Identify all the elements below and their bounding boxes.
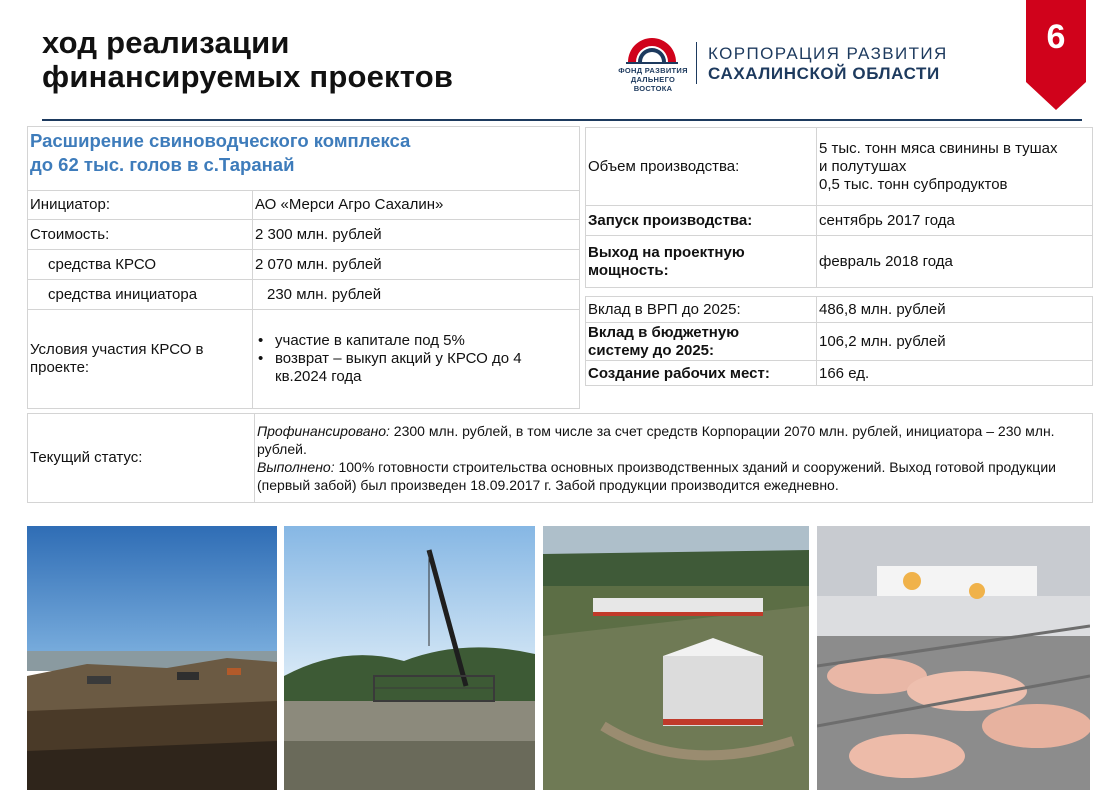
fund-arc-icon — [622, 32, 682, 66]
status-description — [257, 422, 1088, 494]
launch-value: сентябрь 2017 года — [816, 206, 1092, 235]
project-details-panel — [27, 126, 580, 409]
krso-funds-row — [28, 250, 579, 280]
status-done — [257, 458, 1088, 494]
project-title-line-1: Расширение свиноводческого комплекса — [30, 130, 411, 151]
initiator-funds-label: средства инициатора — [48, 285, 198, 303]
capacity-row — [586, 236, 1092, 287]
participation-condition-2: • возврат – выкуп акций у КРСО до 4 кв.2024 года — [255, 350, 569, 386]
page-number-badge — [1026, 0, 1086, 110]
grp-row — [586, 297, 1092, 323]
project-title — [28, 127, 412, 179]
corporation-logo — [612, 32, 957, 93]
launch-label: Запуск производства: — [588, 211, 753, 229]
participation-label-line-1: Условия участия КРСО в — [30, 341, 204, 358]
corporation-name-line-1: КОРПОРАЦИЯ РАЗВИТИЯ — [708, 44, 948, 63]
jobs-row — [586, 361, 1092, 386]
aerial-farm-image — [543, 526, 809, 790]
krso-funds-value: 2 070 млн. рублей — [252, 250, 579, 279]
initiator-label: Инициатор: — [30, 196, 110, 213]
budget-label-line-1: Вклад в бюджетную — [588, 323, 740, 341]
status-financed — [257, 422, 1088, 458]
page-number: 6 — [1046, 18, 1066, 56]
participation-label — [30, 341, 204, 377]
volume-value-line-1: 5 тыс. тонн мяса свинины в тушах — [819, 139, 1058, 157]
effects-panel — [585, 296, 1093, 386]
initiator-funds-value: 230 млн. рублей — [252, 280, 579, 309]
grp-label: Вклад в ВРП до 2025: — [588, 300, 741, 318]
construction-site-image — [27, 526, 277, 790]
budget-label-line-2: систему до 2025: — [588, 341, 715, 359]
page-title — [42, 26, 453, 94]
volume-value — [819, 140, 1058, 194]
initiator-value: АО «Мерси Агро Сахалин» — [252, 191, 579, 219]
capacity-label — [588, 244, 745, 280]
corporation-name — [708, 44, 948, 84]
initiator-row — [28, 190, 579, 220]
cost-value: 2 300 млн. рублей — [252, 220, 579, 249]
capacity-value: февраль 2018 года — [816, 236, 1092, 287]
launch-row — [586, 206, 1092, 236]
title-divider — [42, 119, 1082, 121]
photo-construction-site — [27, 526, 277, 790]
fund-logo-line-1: ФОНД РАЗВИТИЯ — [618, 66, 688, 75]
jobs-label: Создание рабочих мест: — [588, 364, 770, 382]
photo-pig-pens — [817, 526, 1090, 790]
cost-row — [28, 220, 579, 250]
status-financed-text: 2300 млн. рублей, в том числе за счет средств Корпорации 2070 млн. рублей, инициатора – 230 млн. рублей. — [257, 423, 1055, 457]
fund-logo-text — [612, 66, 694, 93]
status-label: Текущий статус: — [30, 449, 143, 466]
participation-conditions — [255, 332, 569, 386]
volume-value-line-2: и полутушах — [819, 157, 907, 175]
participation-condition-1: • участие в капитале под 5% — [255, 332, 569, 350]
project-title-line-2: до 62 тыс. голов в с.Таранай — [30, 154, 295, 175]
status-panel — [27, 413, 1093, 503]
production-panel — [585, 127, 1093, 288]
logo-separator — [696, 42, 697, 84]
krso-funds-label: средства КРСО — [48, 255, 157, 273]
volume-value-line-3: 0,5 тыс. тонн субпродуктов — [819, 175, 1008, 193]
fund-logo-line-2: ДАЛЬНЕГО ВОСТОКА — [630, 75, 676, 93]
status-done-label: Выполнено: — [257, 459, 335, 475]
page-title-line-2: финансируемых проектов — [42, 59, 454, 94]
jobs-value: 166 ед. — [816, 361, 1092, 386]
capacity-label-line-2: мощность: — [588, 261, 669, 279]
photo-aerial-farm — [543, 526, 809, 790]
pig-pens-image — [817, 526, 1090, 790]
initiator-funds-row — [28, 280, 579, 310]
budget-label — [588, 324, 739, 360]
participation-row — [28, 310, 579, 408]
volume-label: Объем производства: — [588, 157, 740, 175]
corporation-name-line-2: САХАЛИНСКОЙ ОБЛАСТИ — [708, 64, 940, 83]
status-financed-label: Профинансировано: — [257, 423, 390, 439]
volume-row — [586, 128, 1092, 206]
capacity-label-line-1: Выход на проектную — [588, 243, 745, 261]
budget-value: 106,2 млн. рублей — [816, 323, 1092, 360]
crane-frame-image — [284, 526, 535, 790]
photo-crane-frame — [284, 526, 535, 790]
grp-value: 486,8 млн. рублей — [816, 297, 1092, 322]
budget-row — [586, 323, 1092, 361]
status-done-text: 100% готовности строительства основных производственных зданий и сооружений. Выход готовой продукции (первый забой) был произведен 18.09.2017 г. Забой продукции производится ежедневно. — [257, 459, 1056, 493]
page-title-line-1: ход реализации — [42, 25, 290, 60]
cost-label: Стоимость: — [30, 225, 110, 243]
participation-label-line-2: проекте: — [30, 359, 90, 376]
